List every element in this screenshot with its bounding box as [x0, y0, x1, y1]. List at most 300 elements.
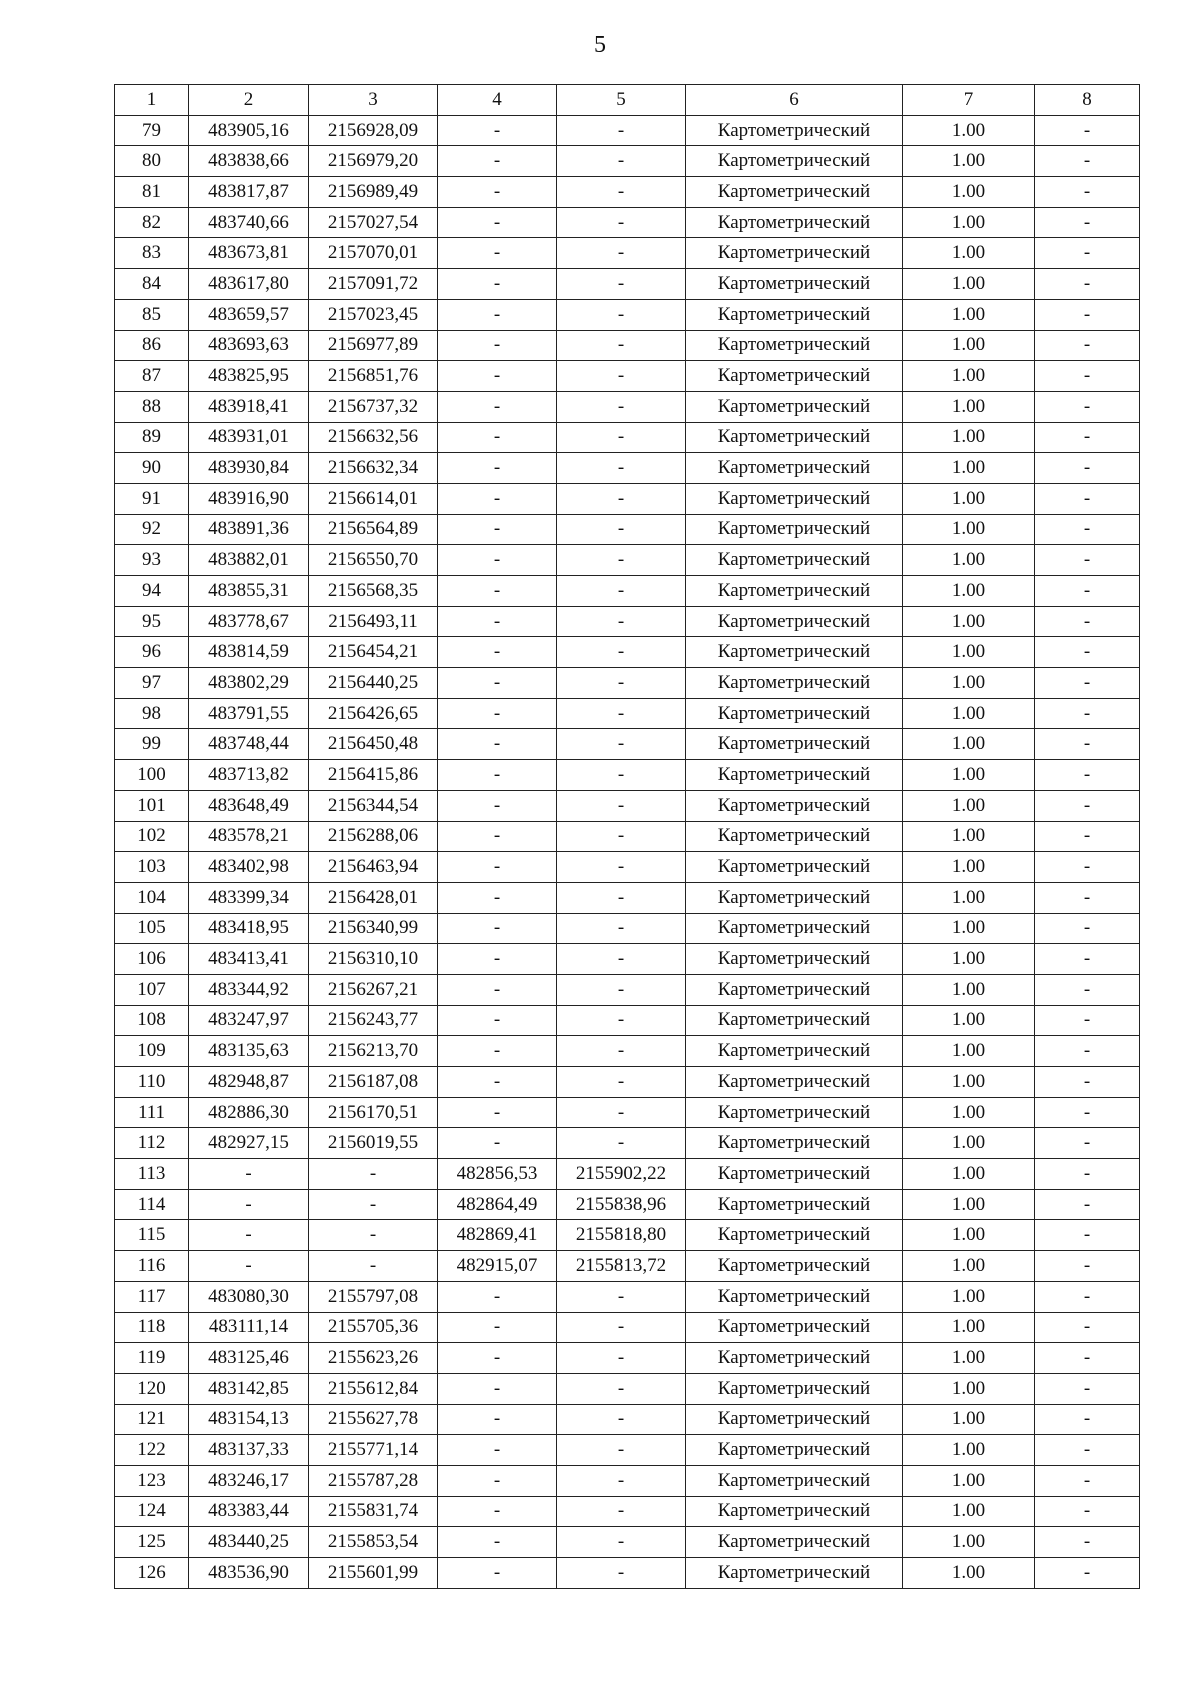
- point-number-cell: 101: [115, 790, 189, 821]
- new-x-cell: -: [438, 1435, 557, 1466]
- method-cell: Картометрический: [686, 1097, 903, 1128]
- column-header: 8: [1035, 85, 1140, 116]
- method-cell: Картометрический: [686, 882, 903, 913]
- description-cell: -: [1035, 422, 1140, 453]
- new-x-cell: -: [438, 1496, 557, 1527]
- new-y-cell: -: [557, 944, 686, 975]
- accuracy-cell: 1.00: [903, 177, 1035, 208]
- new-y-cell: -: [557, 882, 686, 913]
- new-y-cell: -: [557, 330, 686, 361]
- existing-y-cell: 2156344,54: [309, 790, 438, 821]
- new-x-cell: -: [438, 269, 557, 300]
- description-cell: -: [1035, 330, 1140, 361]
- point-number-cell: 88: [115, 391, 189, 422]
- existing-x-cell: 482948,87: [189, 1067, 309, 1098]
- point-number-cell: 91: [115, 483, 189, 514]
- existing-y-cell: 2156340,99: [309, 913, 438, 944]
- table-row: [115, 299, 1140, 330]
- new-y-cell: -: [557, 238, 686, 269]
- new-x-cell: 482915,07: [438, 1251, 557, 1282]
- new-y-cell: 2155902,22: [557, 1159, 686, 1190]
- new-y-cell: -: [557, 391, 686, 422]
- point-number-cell: 97: [115, 668, 189, 699]
- table-row: [115, 1220, 1140, 1251]
- description-cell: -: [1035, 1343, 1140, 1374]
- new-x-cell: -: [438, 852, 557, 883]
- accuracy-cell: 1.00: [903, 606, 1035, 637]
- point-number-cell: 106: [115, 944, 189, 975]
- method-cell: Картометрический: [686, 913, 903, 944]
- new-x-cell: -: [438, 1527, 557, 1558]
- method-cell: Картометрический: [686, 1343, 903, 1374]
- point-number-cell: 98: [115, 698, 189, 729]
- new-y-cell: -: [557, 1343, 686, 1374]
- method-cell: Картометрический: [686, 1128, 903, 1159]
- accuracy-cell: 1.00: [903, 729, 1035, 760]
- table-row: [115, 361, 1140, 392]
- new-y-cell: -: [557, 576, 686, 607]
- method-cell: Картометрический: [686, 238, 903, 269]
- accuracy-cell: 1.00: [903, 514, 1035, 545]
- point-number-cell: 121: [115, 1404, 189, 1435]
- table-row: [115, 422, 1140, 453]
- point-number-cell: 107: [115, 974, 189, 1005]
- new-x-cell: -: [438, 790, 557, 821]
- table-row: [115, 1373, 1140, 1404]
- new-y-cell: -: [557, 1373, 686, 1404]
- existing-y-cell: -: [309, 1189, 438, 1220]
- accuracy-cell: 1.00: [903, 1404, 1035, 1435]
- page-number: 5: [594, 32, 606, 58]
- new-y-cell: -: [557, 146, 686, 177]
- description-cell: -: [1035, 146, 1140, 177]
- new-y-cell: -: [557, 729, 686, 760]
- new-x-cell: -: [438, 913, 557, 944]
- existing-x-cell: -: [189, 1189, 309, 1220]
- description-cell: -: [1035, 1159, 1140, 1190]
- description-cell: -: [1035, 1036, 1140, 1067]
- description-cell: -: [1035, 944, 1140, 975]
- new-y-cell: -: [557, 1527, 686, 1558]
- existing-y-cell: 2155831,74: [309, 1496, 438, 1527]
- method-cell: Картометрический: [686, 299, 903, 330]
- point-number-cell: 125: [115, 1527, 189, 1558]
- coordinates-table: [114, 84, 1140, 1589]
- accuracy-cell: 1.00: [903, 115, 1035, 146]
- existing-y-cell: -: [309, 1220, 438, 1251]
- accuracy-cell: 1.00: [903, 1496, 1035, 1527]
- method-cell: Картометрический: [686, 637, 903, 668]
- existing-y-cell: -: [309, 1159, 438, 1190]
- method-cell: Картометрический: [686, 1036, 903, 1067]
- existing-y-cell: 2156428,01: [309, 882, 438, 913]
- accuracy-cell: 1.00: [903, 1435, 1035, 1466]
- method-cell: Картометрический: [686, 1496, 903, 1527]
- new-y-cell: -: [557, 299, 686, 330]
- accuracy-cell: 1.00: [903, 361, 1035, 392]
- new-y-cell: -: [557, 913, 686, 944]
- method-cell: Картометрический: [686, 974, 903, 1005]
- accuracy-cell: 1.00: [903, 1220, 1035, 1251]
- method-cell: Картометрический: [686, 760, 903, 791]
- new-x-cell: -: [438, 1097, 557, 1128]
- existing-y-cell: 2156989,49: [309, 177, 438, 208]
- new-y-cell: -: [557, 1281, 686, 1312]
- existing-x-cell: 483137,33: [189, 1435, 309, 1466]
- existing-x-cell: 483748,44: [189, 729, 309, 760]
- accuracy-cell: 1.00: [903, 1036, 1035, 1067]
- method-cell: Картометрический: [686, 146, 903, 177]
- point-number-cell: 113: [115, 1159, 189, 1190]
- point-number-cell: 83: [115, 238, 189, 269]
- point-number-cell: 120: [115, 1373, 189, 1404]
- method-cell: Картометрический: [686, 177, 903, 208]
- new-y-cell: 2155838,96: [557, 1189, 686, 1220]
- existing-x-cell: 483578,21: [189, 821, 309, 852]
- point-number-cell: 100: [115, 760, 189, 791]
- new-x-cell: 482856,53: [438, 1159, 557, 1190]
- point-number-cell: 115: [115, 1220, 189, 1251]
- new-y-cell: -: [557, 637, 686, 668]
- point-number-cell: 80: [115, 146, 189, 177]
- existing-x-cell: 483135,63: [189, 1036, 309, 1067]
- table-row: [115, 1465, 1140, 1496]
- new-y-cell: -: [557, 1404, 686, 1435]
- new-y-cell: -: [557, 1558, 686, 1589]
- description-cell: -: [1035, 1251, 1140, 1282]
- existing-x-cell: 483693,63: [189, 330, 309, 361]
- existing-x-cell: -: [189, 1220, 309, 1251]
- new-x-cell: 482869,41: [438, 1220, 557, 1251]
- description-cell: -: [1035, 974, 1140, 1005]
- description-cell: -: [1035, 668, 1140, 699]
- table-row: [115, 330, 1140, 361]
- table-row: [115, 882, 1140, 913]
- new-y-cell: -: [557, 1465, 686, 1496]
- table-row: [115, 668, 1140, 699]
- accuracy-cell: 1.00: [903, 790, 1035, 821]
- table-row: [115, 545, 1140, 576]
- table-row: [115, 852, 1140, 883]
- point-number-cell: 116: [115, 1251, 189, 1282]
- method-cell: Картометрический: [686, 115, 903, 146]
- existing-x-cell: 483418,95: [189, 913, 309, 944]
- new-y-cell: -: [557, 668, 686, 699]
- existing-x-cell: 483814,59: [189, 637, 309, 668]
- method-cell: Картометрический: [686, 852, 903, 883]
- new-x-cell: -: [438, 422, 557, 453]
- table-row: [115, 453, 1140, 484]
- method-cell: Картометрический: [686, 1189, 903, 1220]
- new-y-cell: -: [557, 1036, 686, 1067]
- new-y-cell: -: [557, 790, 686, 821]
- table-row: [115, 115, 1140, 146]
- existing-x-cell: 483916,90: [189, 483, 309, 514]
- new-x-cell: 482864,49: [438, 1189, 557, 1220]
- accuracy-cell: 1.00: [903, 545, 1035, 576]
- table-row: [115, 1036, 1140, 1067]
- point-number-cell: 122: [115, 1435, 189, 1466]
- new-x-cell: -: [438, 514, 557, 545]
- existing-x-cell: 483930,84: [189, 453, 309, 484]
- table-row: [115, 944, 1140, 975]
- new-y-cell: -: [557, 1496, 686, 1527]
- new-x-cell: -: [438, 146, 557, 177]
- method-cell: Картометрический: [686, 361, 903, 392]
- column-header: 5: [557, 85, 686, 116]
- existing-y-cell: 2157070,01: [309, 238, 438, 269]
- method-cell: Картометрический: [686, 606, 903, 637]
- existing-x-cell: -: [189, 1251, 309, 1282]
- new-y-cell: -: [557, 1067, 686, 1098]
- table-row: [115, 483, 1140, 514]
- existing-y-cell: 2156213,70: [309, 1036, 438, 1067]
- existing-y-cell: 2157091,72: [309, 269, 438, 300]
- method-cell: Картометрический: [686, 698, 903, 729]
- existing-x-cell: 483882,01: [189, 545, 309, 576]
- new-y-cell: -: [557, 453, 686, 484]
- existing-y-cell: 2155787,28: [309, 1465, 438, 1496]
- method-cell: Картометрический: [686, 729, 903, 760]
- description-cell: -: [1035, 1189, 1140, 1220]
- accuracy-cell: 1.00: [903, 1558, 1035, 1589]
- description-cell: -: [1035, 1097, 1140, 1128]
- existing-x-cell: 483617,80: [189, 269, 309, 300]
- column-header: 7: [903, 85, 1035, 116]
- accuracy-cell: 1.00: [903, 852, 1035, 883]
- new-y-cell: -: [557, 1005, 686, 1036]
- table-row: [115, 1189, 1140, 1220]
- new-x-cell: -: [438, 944, 557, 975]
- existing-x-cell: 483905,16: [189, 115, 309, 146]
- existing-y-cell: 2156977,89: [309, 330, 438, 361]
- new-x-cell: -: [438, 177, 557, 208]
- description-cell: -: [1035, 1067, 1140, 1098]
- method-cell: Картометрический: [686, 1281, 903, 1312]
- existing-x-cell: 483344,92: [189, 974, 309, 1005]
- new-x-cell: -: [438, 483, 557, 514]
- point-number-cell: 90: [115, 453, 189, 484]
- point-number-cell: 95: [115, 606, 189, 637]
- existing-x-cell: 483111,14: [189, 1312, 309, 1343]
- new-x-cell: -: [438, 668, 557, 699]
- point-number-cell: 124: [115, 1496, 189, 1527]
- table-row: [115, 821, 1140, 852]
- method-cell: Картометрический: [686, 207, 903, 238]
- existing-y-cell: 2156463,94: [309, 852, 438, 883]
- existing-y-cell: 2156440,25: [309, 668, 438, 699]
- new-x-cell: -: [438, 391, 557, 422]
- point-number-cell: 82: [115, 207, 189, 238]
- table-row: [115, 146, 1140, 177]
- new-y-cell: 2155813,72: [557, 1251, 686, 1282]
- method-cell: Картометрический: [686, 944, 903, 975]
- table-row: [115, 1343, 1140, 1374]
- existing-y-cell: 2156614,01: [309, 483, 438, 514]
- column-header: 1: [115, 85, 189, 116]
- description-cell: -: [1035, 637, 1140, 668]
- existing-y-cell: 2156550,70: [309, 545, 438, 576]
- existing-y-cell: -: [309, 1251, 438, 1282]
- table-row: [115, 1558, 1140, 1589]
- description-cell: -: [1035, 483, 1140, 514]
- description-cell: -: [1035, 1527, 1140, 1558]
- new-x-cell: -: [438, 1343, 557, 1374]
- table-row: [115, 637, 1140, 668]
- description-cell: -: [1035, 882, 1140, 913]
- table-row: [115, 1097, 1140, 1128]
- existing-y-cell: 2155797,08: [309, 1281, 438, 1312]
- new-x-cell: -: [438, 453, 557, 484]
- existing-y-cell: 2156568,35: [309, 576, 438, 607]
- new-y-cell: -: [557, 698, 686, 729]
- table-row: [115, 1128, 1140, 1159]
- column-header: 3: [309, 85, 438, 116]
- accuracy-cell: 1.00: [903, 391, 1035, 422]
- table-row: [115, 1312, 1140, 1343]
- existing-x-cell: 483918,41: [189, 391, 309, 422]
- existing-y-cell: 2156288,06: [309, 821, 438, 852]
- table-row: [115, 514, 1140, 545]
- new-y-cell: -: [557, 760, 686, 791]
- existing-x-cell: -: [189, 1159, 309, 1190]
- new-x-cell: -: [438, 238, 557, 269]
- point-number-cell: 123: [115, 1465, 189, 1496]
- method-cell: Картометрический: [686, 1404, 903, 1435]
- table-row: [115, 729, 1140, 760]
- point-number-cell: 84: [115, 269, 189, 300]
- description-cell: -: [1035, 698, 1140, 729]
- accuracy-cell: 1.00: [903, 1005, 1035, 1036]
- existing-x-cell: 483080,30: [189, 1281, 309, 1312]
- accuracy-cell: 1.00: [903, 637, 1035, 668]
- method-cell: Картометрический: [686, 269, 903, 300]
- existing-y-cell: 2155627,78: [309, 1404, 438, 1435]
- accuracy-cell: 1.00: [903, 698, 1035, 729]
- accuracy-cell: 1.00: [903, 1281, 1035, 1312]
- point-number-cell: 92: [115, 514, 189, 545]
- new-y-cell: -: [557, 1312, 686, 1343]
- existing-y-cell: 2156019,55: [309, 1128, 438, 1159]
- existing-x-cell: 483402,98: [189, 852, 309, 883]
- accuracy-cell: 1.00: [903, 821, 1035, 852]
- table-header: [115, 85, 1140, 116]
- existing-x-cell: 483247,97: [189, 1005, 309, 1036]
- point-number-cell: 109: [115, 1036, 189, 1067]
- new-x-cell: -: [438, 1465, 557, 1496]
- existing-y-cell: 2156493,11: [309, 606, 438, 637]
- existing-x-cell: 483825,95: [189, 361, 309, 392]
- description-cell: -: [1035, 238, 1140, 269]
- existing-x-cell: 483125,46: [189, 1343, 309, 1374]
- accuracy-cell: 1.00: [903, 974, 1035, 1005]
- method-cell: Картометрический: [686, 453, 903, 484]
- new-y-cell: -: [557, 545, 686, 576]
- existing-x-cell: 482927,15: [189, 1128, 309, 1159]
- accuracy-cell: 1.00: [903, 1312, 1035, 1343]
- point-number-cell: 94: [115, 576, 189, 607]
- new-x-cell: -: [438, 1373, 557, 1404]
- accuracy-cell: 1.00: [903, 238, 1035, 269]
- accuracy-cell: 1.00: [903, 1251, 1035, 1282]
- new-y-cell: -: [557, 361, 686, 392]
- new-y-cell: -: [557, 177, 686, 208]
- new-y-cell: -: [557, 1435, 686, 1466]
- existing-y-cell: 2156632,34: [309, 453, 438, 484]
- description-cell: -: [1035, 1373, 1140, 1404]
- existing-y-cell: 2156632,56: [309, 422, 438, 453]
- accuracy-cell: 1.00: [903, 330, 1035, 361]
- accuracy-cell: 1.00: [903, 1067, 1035, 1098]
- method-cell: Картометрический: [686, 330, 903, 361]
- description-cell: -: [1035, 1465, 1140, 1496]
- table-row: [115, 913, 1140, 944]
- accuracy-cell: 1.00: [903, 453, 1035, 484]
- table-row: [115, 177, 1140, 208]
- method-cell: Картометрический: [686, 1527, 903, 1558]
- existing-y-cell: 2156243,77: [309, 1005, 438, 1036]
- new-x-cell: -: [438, 330, 557, 361]
- new-x-cell: -: [438, 361, 557, 392]
- point-number-cell: 119: [115, 1343, 189, 1374]
- description-cell: -: [1035, 361, 1140, 392]
- description-cell: -: [1035, 177, 1140, 208]
- description-cell: -: [1035, 852, 1140, 883]
- existing-x-cell: 483413,41: [189, 944, 309, 975]
- existing-x-cell: 483673,81: [189, 238, 309, 269]
- existing-x-cell: 483802,29: [189, 668, 309, 699]
- accuracy-cell: 1.00: [903, 1343, 1035, 1374]
- new-x-cell: -: [438, 637, 557, 668]
- new-y-cell: -: [557, 1128, 686, 1159]
- method-cell: Картометрический: [686, 1159, 903, 1190]
- accuracy-cell: 1.00: [903, 146, 1035, 177]
- column-header: 2: [189, 85, 309, 116]
- accuracy-cell: 1.00: [903, 668, 1035, 699]
- existing-y-cell: 2156426,65: [309, 698, 438, 729]
- accuracy-cell: 1.00: [903, 422, 1035, 453]
- new-x-cell: -: [438, 1404, 557, 1435]
- description-cell: -: [1035, 790, 1140, 821]
- description-cell: -: [1035, 514, 1140, 545]
- existing-y-cell: 2156454,21: [309, 637, 438, 668]
- table-row: [115, 1067, 1140, 1098]
- accuracy-cell: 1.00: [903, 1465, 1035, 1496]
- table-row: [115, 1496, 1140, 1527]
- accuracy-cell: 1.00: [903, 944, 1035, 975]
- accuracy-cell: 1.00: [903, 483, 1035, 514]
- existing-x-cell: 483246,17: [189, 1465, 309, 1496]
- existing-y-cell: 2155771,14: [309, 1435, 438, 1466]
- description-cell: -: [1035, 115, 1140, 146]
- new-x-cell: -: [438, 1005, 557, 1036]
- accuracy-cell: 1.00: [903, 1128, 1035, 1159]
- new-y-cell: -: [557, 207, 686, 238]
- accuracy-cell: 1.00: [903, 760, 1035, 791]
- existing-x-cell: 483383,44: [189, 1496, 309, 1527]
- new-y-cell: -: [557, 821, 686, 852]
- accuracy-cell: 1.00: [903, 1527, 1035, 1558]
- existing-x-cell: 483855,31: [189, 576, 309, 607]
- new-x-cell: -: [438, 576, 557, 607]
- existing-x-cell: 483838,66: [189, 146, 309, 177]
- method-cell: Картометрический: [686, 821, 903, 852]
- existing-y-cell: 2155623,26: [309, 1343, 438, 1374]
- description-cell: -: [1035, 1005, 1140, 1036]
- table-row: [115, 207, 1140, 238]
- point-number-cell: 87: [115, 361, 189, 392]
- point-number-cell: 79: [115, 115, 189, 146]
